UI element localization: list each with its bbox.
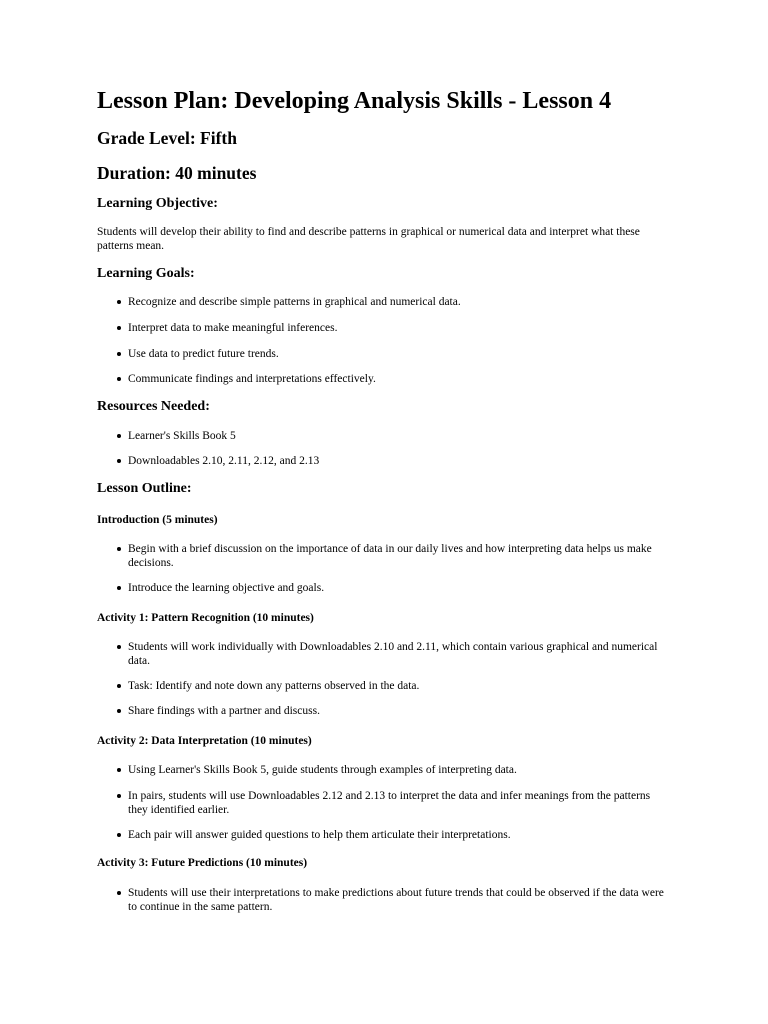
bullet-icon — [117, 352, 121, 356]
resources-heading: Resources Needed: — [97, 399, 210, 414]
list-item: Begin with a brief discussion on the importance of data in our daily lives and how interpreting data helps us make decisions. — [97, 542, 667, 570]
duration-heading: Duration: 40 minutes — [97, 163, 257, 183]
list-item: Students will use their interpretations to make predictions about future trends that could be observed if the data were to continue in the same pattern. — [97, 886, 667, 914]
list-item: Students will work individually with Downloadables 2.10 and 2.11, which contain various graphical and numerical data. — [97, 640, 667, 668]
list-item: In pairs, students will use Downloadables 2.12 and 2.13 to interpret the data and infer meanings from the patterns they identified earlier. — [97, 789, 667, 817]
list-item: Interpret data to make meaningful inferences. — [97, 321, 667, 335]
bullet-icon — [117, 833, 121, 837]
bullet-icon — [117, 586, 121, 590]
bullet-icon — [117, 891, 121, 895]
list-item: Task: Identify and note down any patterns observed in the data. — [97, 679, 667, 693]
bullet-icon — [117, 768, 121, 772]
section-heading-activity-3: Activity 3: Future Predictions (10 minutes) — [97, 857, 308, 869]
bullet-icon — [117, 684, 121, 688]
list-item: Downloadables 2.10, 2.11, 2.12, and 2.13 — [97, 454, 667, 468]
page-title: Lesson Plan: Developing Analysis Skills - Lesson 4 — [97, 88, 612, 114]
lesson-outline-heading: Lesson Outline: — [97, 481, 192, 496]
list-item: Using Learner's Skills Book 5, guide students through examples of interpreting data. — [97, 763, 667, 777]
list-item: Introduce the learning objective and goals. — [97, 581, 667, 595]
bullet-icon — [117, 709, 121, 713]
list-item: Share findings with a partner and discuss. — [97, 704, 667, 718]
grade-level-heading: Grade Level: Fifth — [97, 128, 237, 148]
list-item: Recognize and describe simple patterns in graphical and numerical data. — [97, 295, 667, 309]
bullet-icon — [117, 459, 121, 463]
learning-goals-heading: Learning Goals: — [97, 266, 195, 281]
bullet-icon — [117, 300, 121, 304]
bullet-icon — [117, 377, 121, 381]
bullet-icon — [117, 645, 121, 649]
bullet-icon — [117, 326, 121, 330]
section-heading-introduction: Introduction (5 minutes) — [97, 514, 218, 526]
bullet-icon — [117, 434, 121, 438]
learning-objective-text: Students will develop their ability to find and describe patterns in graphical or numerical data and interpret what these patterns mean. — [97, 226, 640, 252]
bullet-icon — [117, 794, 121, 798]
section-heading-activity-1: Activity 1: Pattern Recognition (10 minutes) — [97, 612, 314, 624]
learning-objective-heading: Learning Objective: — [97, 196, 218, 211]
list-item: Learner's Skills Book 5 — [97, 429, 667, 443]
list-item: Use data to predict future trends. — [97, 347, 667, 361]
list-item: Communicate findings and interpretations effectively. — [97, 372, 667, 386]
bullet-icon — [117, 547, 121, 551]
section-heading-activity-2: Activity 2: Data Interpretation (10 minutes) — [97, 735, 312, 747]
list-item: Each pair will answer guided questions to help them articulate their interpretations. — [97, 828, 667, 842]
